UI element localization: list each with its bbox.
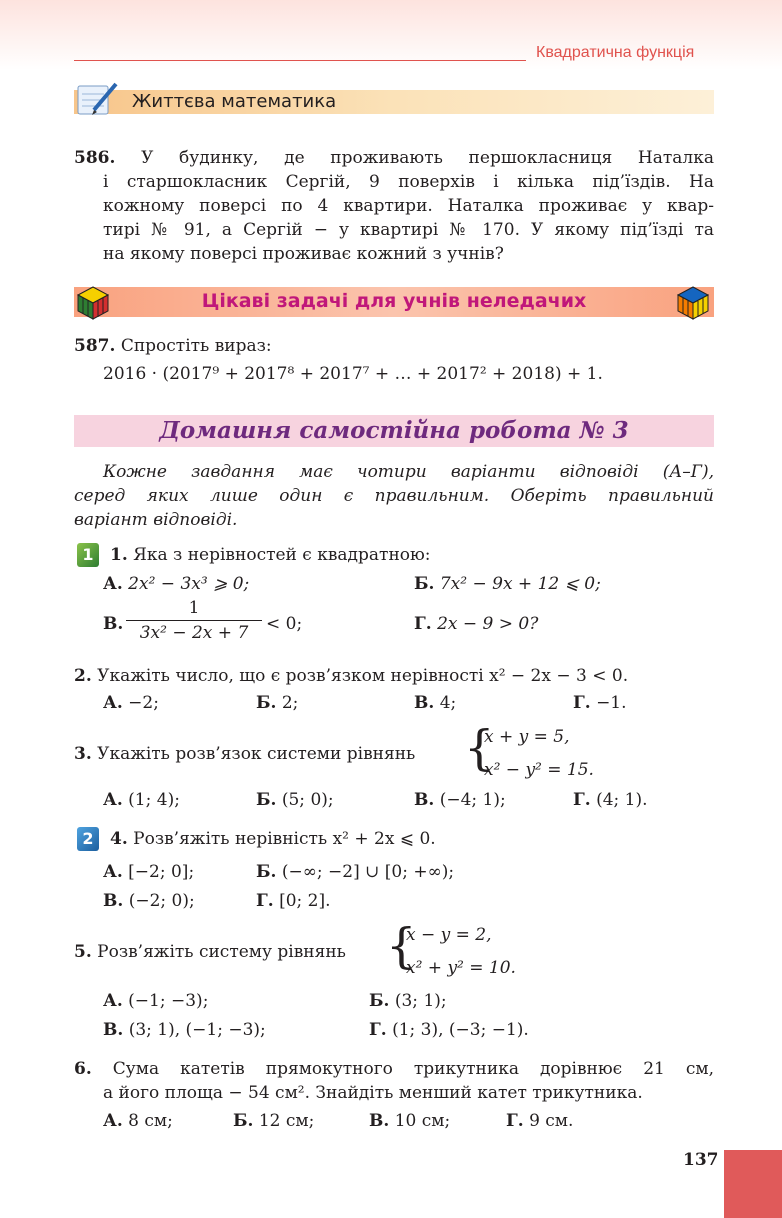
section-home-title: Домашня самостійна робота № 3 bbox=[159, 417, 629, 444]
problem-text-line: на якому поверсі проживає кожний з учнів? bbox=[103, 244, 504, 264]
section-fun-banner bbox=[74, 287, 714, 317]
option-v-tail: < 0; bbox=[266, 614, 303, 634]
instructions-line: Кожне завдання має чотири варіанти відповіді (А–Г), bbox=[103, 462, 714, 482]
problem-587 bbox=[74, 334, 603, 386]
question-4 bbox=[110, 827, 436, 851]
option-b: Б. (−∞; −2] ∪ [0; +∞); bbox=[256, 862, 455, 882]
question-1 bbox=[110, 543, 431, 567]
option-label: Г. bbox=[414, 614, 432, 634]
system-eq-2: x² + y² = 10. bbox=[406, 958, 516, 978]
option-label: Б. bbox=[414, 574, 435, 594]
problem-expression: 2016 · (2017⁹ + 2017⁸ + 2017⁷ + … + 2017² + 2018) + 1. bbox=[103, 364, 603, 384]
option-a: А. (−1; −3); bbox=[103, 991, 209, 1011]
page-corner-tab bbox=[724, 1150, 782, 1218]
problem-num: 586. bbox=[74, 148, 116, 168]
instructions-line: серед яких лише один є правильним. Оберіть правильний bbox=[74, 486, 714, 506]
fraction-bar bbox=[126, 620, 262, 621]
option-a bbox=[103, 572, 249, 596]
question-text: Розв’яжіть систему рівнянь bbox=[97, 942, 346, 962]
question-num: 1. bbox=[110, 545, 128, 565]
problem-text-line: кожному поверсі по 4 квартири. Наталка проживає у квар- bbox=[103, 196, 714, 216]
chapter-title: Квадратична функція bbox=[536, 44, 695, 61]
notepad-pencil-icon bbox=[76, 80, 120, 118]
instructions-line: варіант відповіді. bbox=[74, 510, 238, 530]
question-num: 3. bbox=[74, 744, 92, 764]
option-text: 2x − 9 > 0? bbox=[437, 614, 539, 634]
option-g bbox=[414, 612, 538, 636]
problem-586 bbox=[74, 146, 714, 266]
option-label: А. bbox=[103, 574, 123, 594]
problem-text-line: тирі № 91, а Сергій − у квартирі № 170. У якому під’їзді та bbox=[103, 220, 714, 240]
option-v: В. 10 см; bbox=[369, 1111, 451, 1131]
level-1-icon: 1 bbox=[77, 543, 99, 567]
option-b: Б. (3; 1); bbox=[369, 991, 447, 1011]
problem-text-line: Спростіть вираз: bbox=[120, 336, 272, 356]
header-rule bbox=[74, 60, 526, 61]
question-text: Укажіть число, що є розв’язком нерівності x² − 2x − 3 < 0. bbox=[97, 666, 629, 686]
option-g: Г. (4; 1). bbox=[573, 790, 648, 810]
rubik-cube-icon bbox=[674, 283, 712, 321]
page-number: 137 bbox=[683, 1150, 719, 1170]
option-b: Б. 2; bbox=[256, 693, 299, 713]
option-v-label: В. bbox=[103, 614, 124, 634]
problem-num: 587. bbox=[74, 336, 116, 356]
section-life-banner bbox=[74, 90, 714, 114]
option-a: А. 8 см; bbox=[103, 1111, 173, 1131]
option-v: В. (−4; 1); bbox=[414, 790, 506, 810]
question-text: Яка з нерівностей є квадратною: bbox=[133, 545, 431, 565]
question-2 bbox=[74, 664, 628, 688]
option-g: Г. [0; 2]. bbox=[256, 891, 331, 911]
question-6 bbox=[74, 1057, 714, 1105]
section-fun-title: Цікаві задачі для учнів неледачих bbox=[201, 290, 587, 312]
section-life-title: Життєва математика bbox=[132, 91, 337, 112]
option-v: В. (3; 1), (−1; −3); bbox=[103, 1020, 266, 1040]
problem-text-line: і старшокласник Сергій, 9 поверхів і кілька під’їздів. На bbox=[103, 172, 714, 192]
option-a: А. −2; bbox=[103, 693, 159, 713]
option-g: Г. (1; 3), (−3; −1). bbox=[369, 1020, 529, 1040]
fraction-denominator: 3x² − 2x + 7 bbox=[139, 623, 249, 643]
option-text: 2x² − 3x³ ⩾ 0; bbox=[128, 574, 250, 594]
instructions bbox=[74, 460, 714, 532]
rubik-cube-icon bbox=[74, 283, 112, 321]
question-text: Сума катетів прямокутного трикутника дорівнює 21 см, bbox=[112, 1059, 714, 1079]
option-v-fraction bbox=[126, 598, 262, 643]
question-num: 2. bbox=[74, 666, 92, 686]
question-3 bbox=[74, 742, 415, 766]
question-text: Укажіть розв’язок системи рівнянь bbox=[97, 744, 416, 764]
option-g: Г. −1. bbox=[573, 693, 627, 713]
system-eq-1: x + y = 5, bbox=[484, 727, 570, 747]
option-b: Б. 12 см; bbox=[233, 1111, 315, 1131]
fraction-numerator: 1 bbox=[188, 598, 200, 618]
question-text: а його площа − 54 см². Знайдіть менший катет трикутника. bbox=[103, 1083, 643, 1103]
section-home-banner bbox=[74, 415, 714, 447]
option-b bbox=[414, 572, 601, 596]
option-v: В. (−2; 0); bbox=[103, 891, 195, 911]
option-a: А. [−2; 0]; bbox=[103, 862, 195, 882]
option-v: В. 4; bbox=[414, 693, 457, 713]
question-num: 4. bbox=[110, 829, 128, 849]
option-a: А. (1; 4); bbox=[103, 790, 180, 810]
system-brace: { bbox=[386, 918, 417, 974]
question-text: Розв’яжіть нерівність x² + 2x ⩽ 0. bbox=[133, 829, 436, 849]
system-eq-2: x² − y² = 15. bbox=[484, 760, 594, 780]
system-brace: { bbox=[464, 720, 495, 776]
option-text: 7x² − 9x + 12 ⩽ 0; bbox=[439, 574, 601, 594]
question-num: 5. bbox=[74, 942, 92, 962]
question-num: 6. bbox=[74, 1059, 92, 1079]
option-g: Г. 9 см. bbox=[506, 1111, 574, 1131]
option-b: Б. (5; 0); bbox=[256, 790, 334, 810]
system-eq-1: x − y = 2, bbox=[406, 925, 492, 945]
question-5 bbox=[74, 940, 346, 964]
problem-text-line: У будинку, де проживають першокласниця Наталка bbox=[141, 148, 714, 168]
level-2-icon: 2 bbox=[77, 827, 99, 851]
